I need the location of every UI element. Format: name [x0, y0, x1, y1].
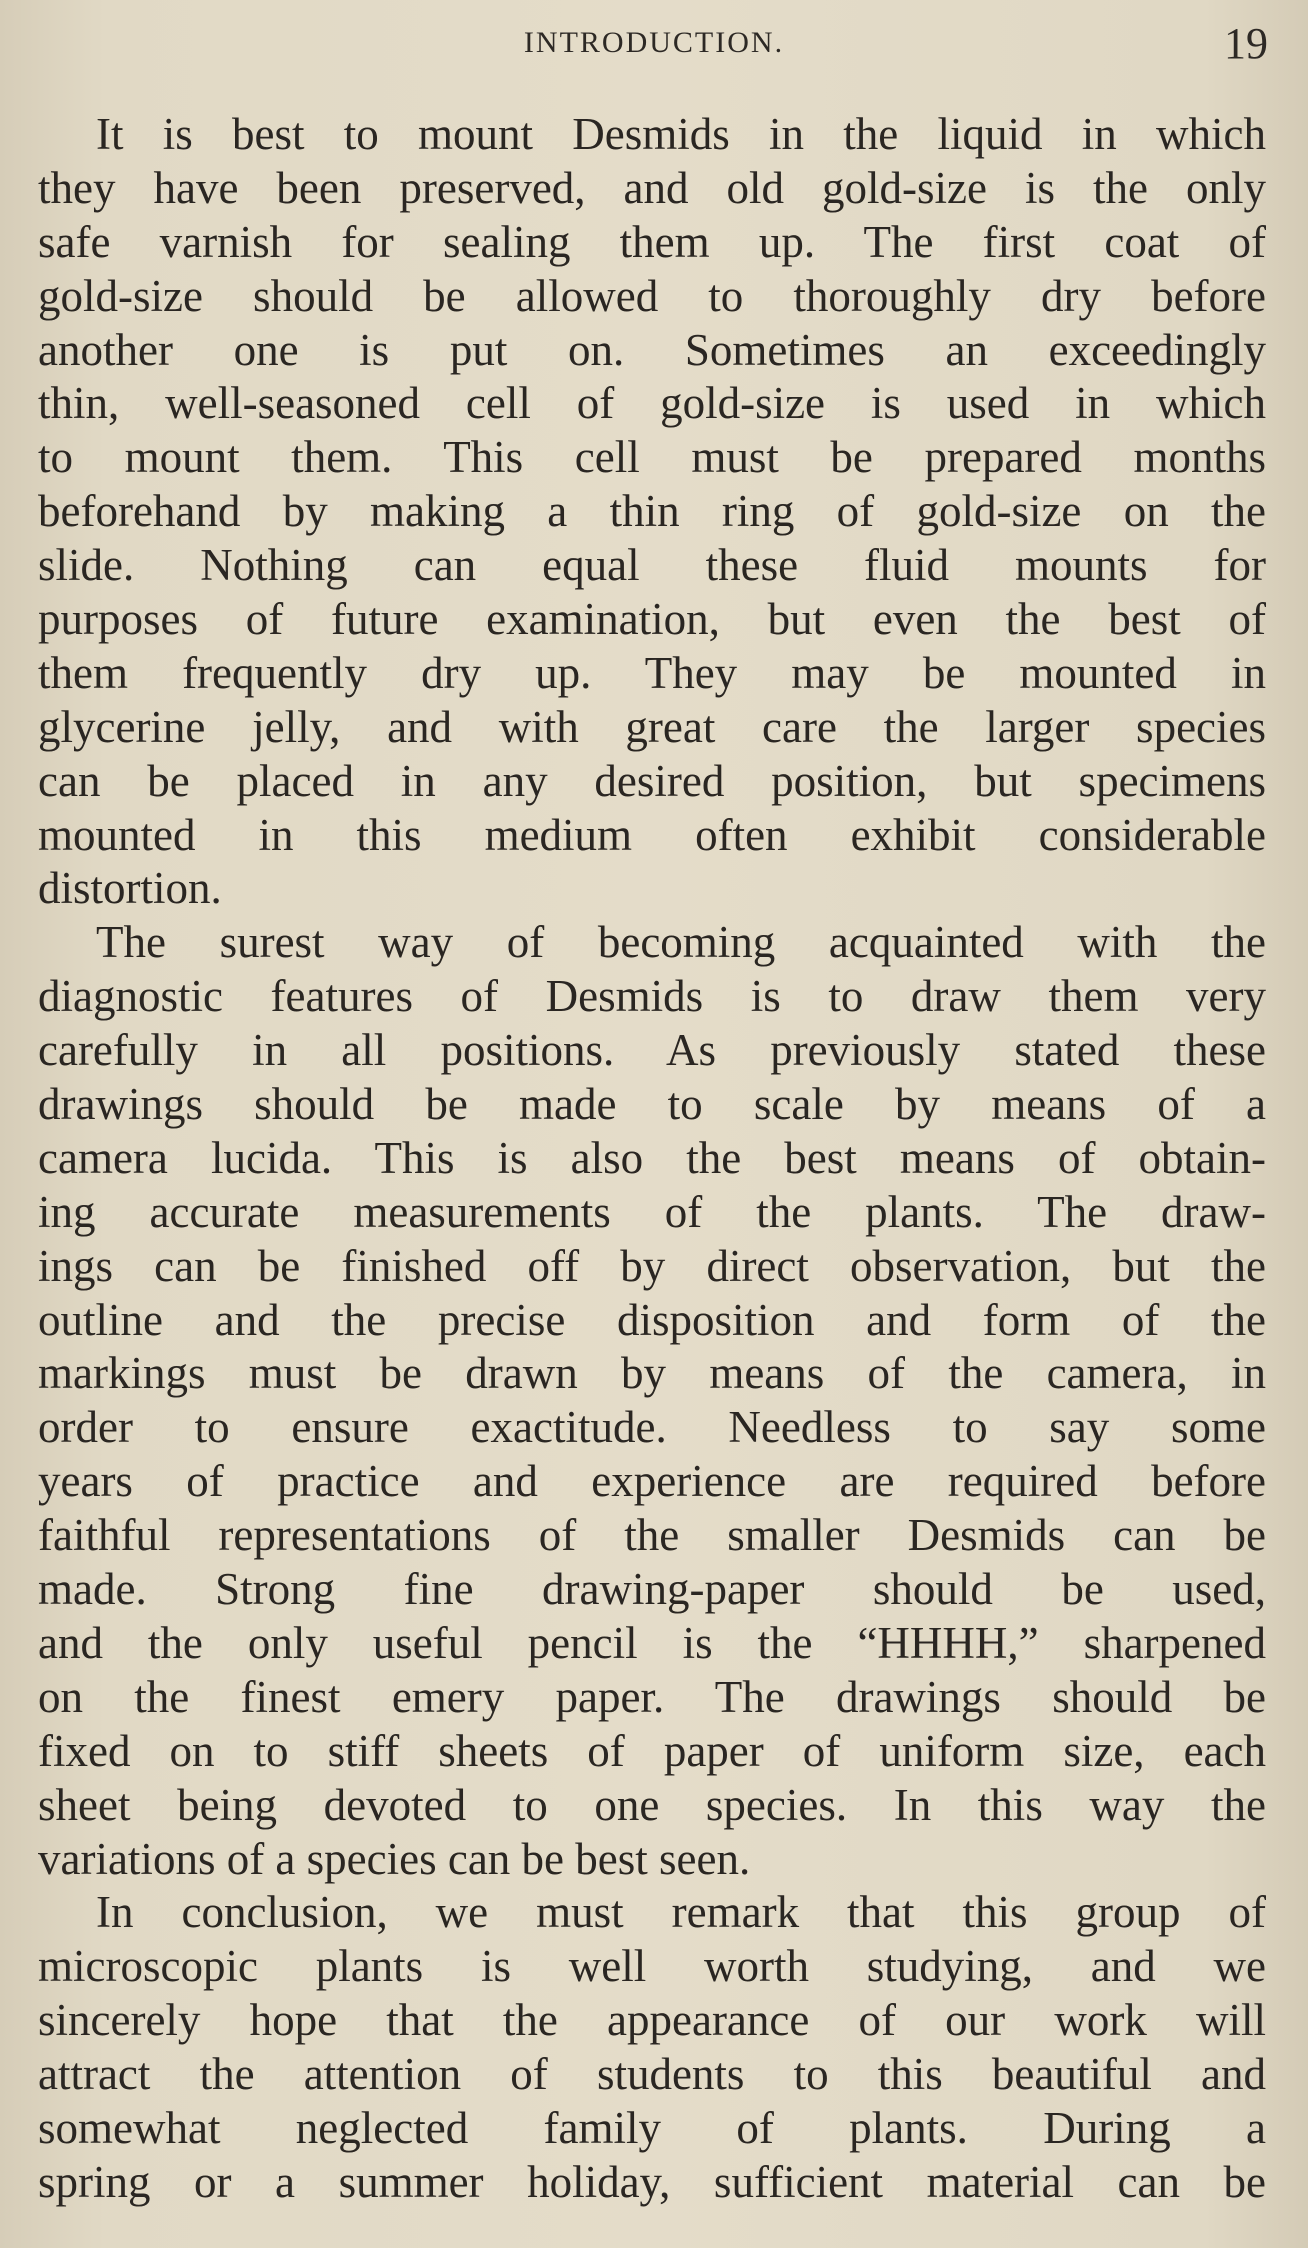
text-line: somewhat neglected family of plants. During a	[38, 2102, 1266, 2153]
text-line: glycerine jelly, and with great care the larger species	[38, 701, 1266, 752]
text-line: them frequently dry up. They may be mounted in	[38, 647, 1266, 698]
text-line: markings must be drawn by means of the camera, in	[38, 1348, 1266, 1399]
text-line: carefully in all positions. As previously stated these	[38, 1025, 1266, 1076]
text-line: drawings should be made to scale by means of a	[38, 1079, 1266, 1130]
text-line: fixed on to stiff sheets of paper of uniform size, each	[38, 1725, 1266, 1776]
paragraph	[38, 1886, 1266, 2209]
running-head	[0, 18, 1308, 78]
text-line: beforehand by making a thin ring of gold-size on the	[38, 486, 1266, 537]
body-text	[38, 108, 1266, 2210]
text-line: microscopic plants is well worth studying, and we	[38, 1941, 1266, 1992]
text-line: they have been preserved, and old gold-size is the only	[38, 162, 1266, 213]
text-line: purposes of future examination, but even the best of	[38, 594, 1266, 645]
text-line: sincerely hope that the appearance of our work will	[38, 1995, 1266, 2046]
text-line: thin, well-seasoned cell of gold-size is used in which	[38, 378, 1266, 429]
text-line: outline and the precise disposition and form of the	[38, 1294, 1266, 1345]
text-line: years of practice and experience are required before	[38, 1456, 1266, 1507]
text-line: can be placed in any desired position, but specimens	[38, 755, 1266, 806]
text-line: order to ensure exactitude. Needless to say some	[38, 1402, 1266, 1453]
text-line: on the finest emery paper. The drawings should be	[38, 1671, 1266, 1722]
text-line: to mount them. This cell must be prepared months	[38, 432, 1266, 483]
text-line: another one is put on. Sometimes an exceedingly	[38, 324, 1266, 375]
text-line: safe varnish for sealing them up. The first coat of	[38, 216, 1266, 267]
text-line: gold-size should be allowed to thoroughly dry before	[38, 270, 1266, 321]
page-number: 19	[1224, 19, 1268, 68]
text-line: attract the attention of students to this beautiful and	[38, 2049, 1266, 2100]
paragraph	[38, 108, 1266, 916]
text-line: The surest way of becoming acquainted with the	[96, 917, 1266, 968]
paragraph	[38, 916, 1266, 1886]
text-line: distortion.	[38, 863, 222, 914]
text-line: faithful representations of the smaller Desmids can be	[38, 1510, 1266, 1561]
text-line: diagnostic features of Desmids is to draw them very	[38, 971, 1266, 1022]
text-line: In conclusion, we must remark that this group of	[96, 1887, 1266, 1938]
text-line: It is best to mount Desmids in the liquid in which	[96, 109, 1266, 159]
text-line: mounted in this medium often exhibit considerable	[38, 809, 1266, 860]
text-line: variations of a species can be best seen.	[38, 1833, 751, 1884]
text-line: ings can be finished off by direct observation, but the	[38, 1240, 1266, 1291]
text-line: slide. Nothing can equal these fluid mounts for	[38, 540, 1266, 591]
text-line: made. Strong fine drawing-paper should be used,	[38, 1564, 1266, 1615]
running-title: INTRODUCTION.	[523, 26, 785, 59]
text-line: camera lucida. This is also the best means of obtain-	[38, 1132, 1266, 1183]
text-line: and the only useful pencil is the “HHHH,” sharpened	[38, 1617, 1266, 1668]
text-line: ing accurate measurements of the plants. The draw-	[38, 1186, 1266, 1237]
text-line: spring or a summer holiday, sufficient material can be	[38, 2156, 1266, 2207]
text-line: sheet being devoted to one species. In this way the	[38, 1779, 1266, 1830]
